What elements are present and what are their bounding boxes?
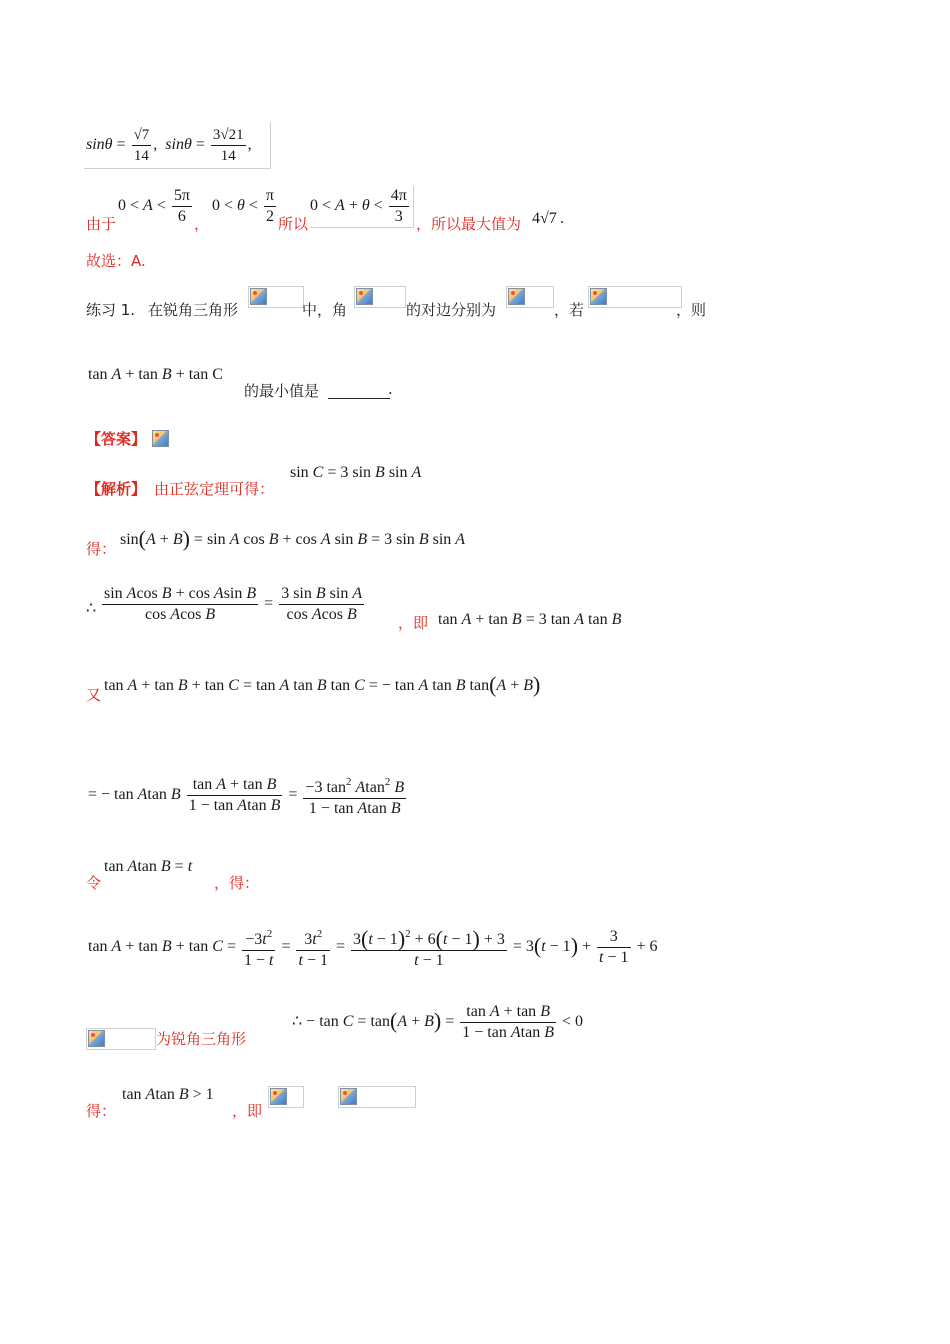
ji-text: ，即 bbox=[398, 614, 429, 632]
max-text: ，所以最大值为 bbox=[416, 215, 522, 233]
practice-text-2: 中，角 bbox=[302, 301, 348, 319]
practice-label: 练习 1. bbox=[86, 301, 136, 319]
inequality-A: 0 < A < $\frac{5\pi}{6}$ bbox=[118, 187, 190, 225]
fraction-equation: $\frac{\text{sin Acos B + cos Asin B}}{\text{cos Acos B}}$ = $\frac{\text{3 sin B sin A}}{\text{cos Acos B}}$ bbox=[104, 585, 363, 623]
broken-image-icon bbox=[590, 288, 607, 305]
broken-image-icon bbox=[508, 288, 525, 305]
tan-product-inequality: tan Atan B > 1 bbox=[122, 1086, 214, 1103]
min-question-line bbox=[88, 366, 408, 400]
de-label: 得： bbox=[86, 540, 117, 558]
analysis-label: 【解析】 bbox=[86, 480, 147, 498]
answer-line bbox=[86, 428, 169, 449]
min-text: 的最小值是 bbox=[244, 382, 320, 400]
final-line bbox=[86, 1086, 446, 1122]
therefore-sign: ∴ bbox=[86, 600, 97, 617]
sin-sum-equation: sin(A + B) = sin A cos B + cos A sin B = 3 sin B sin A bbox=[120, 526, 466, 551]
sin-sum-line bbox=[86, 526, 526, 558]
practice-text-4: ，若 bbox=[554, 301, 585, 319]
suoyi-text: 所以 bbox=[278, 215, 309, 233]
answer-label: 【答案】 bbox=[86, 430, 147, 448]
continued-equation: = − tan Atan B $\frac{\text{tan A + tan B}}{\text{1 − tan Atan B}}$ = $\frac{-3 \tan^2 Atan^2 B}{\text{1 − tan Atan B}}$ bbox=[88, 772, 408, 819]
practice-text-3: 的对边分别为 bbox=[406, 301, 497, 319]
analysis-line bbox=[86, 462, 486, 498]
broken-image-icon bbox=[356, 288, 373, 305]
answer-image-placeholder bbox=[151, 429, 169, 447]
t-equation: tan A + tan B + tan C = $\frac{-3t^2}{1 - t}$ = $\frac{3t^2}{t - 1}$ = $\frac{3(t - 1)^2 + 6(t - 1) + 3}{t - 1}$ = 3(t − 1) + $\frac{3}{t - 1}$ + 6 bbox=[88, 926, 658, 969]
max-period: . bbox=[560, 210, 564, 227]
ji2-label: ，即 bbox=[232, 1102, 263, 1120]
tanC-negative-equation: ∴ − tan C = tan(A + B) = $\frac{\text{tan A + tan B}}{\text{1 − tan Atan B}}$ < 0 bbox=[292, 1003, 583, 1041]
you-line bbox=[86, 672, 626, 706]
image-placeholder-3 bbox=[506, 286, 554, 308]
inequality-theta: 0 < θ < $\frac{\pi}{2}$ bbox=[212, 187, 274, 225]
de3-label: 得： bbox=[86, 1102, 117, 1120]
sinC-equation: sin C = 3 sin B sin A bbox=[290, 464, 422, 481]
ling-label: 令 bbox=[86, 874, 102, 892]
broken-image-icon bbox=[250, 288, 267, 305]
ling-line bbox=[86, 858, 286, 890]
answer-blank bbox=[328, 386, 390, 399]
de2-label: ，得： bbox=[214, 874, 260, 892]
tanC-equation: tan A + tan B + tan C = tan A tan B tan C = − tan A tan B tan(A + B) bbox=[104, 672, 541, 697]
image-placeholder-6 bbox=[268, 1086, 304, 1108]
youyu-prefix: 由于 bbox=[86, 215, 117, 233]
image-placeholder-2 bbox=[354, 286, 406, 308]
broken-image-icon bbox=[340, 1088, 357, 1105]
image-placeholder-5 bbox=[86, 1028, 156, 1050]
acute-line bbox=[86, 1002, 646, 1052]
inequality-sum: 0 < A + θ < $\frac{4\pi}{3}$ bbox=[310, 186, 414, 228]
broken-image-icon bbox=[88, 1030, 105, 1047]
broken-image-icon bbox=[152, 430, 169, 447]
max-value: 4√7 bbox=[532, 210, 557, 227]
image-placeholder-4 bbox=[588, 286, 682, 308]
broken-image-icon bbox=[270, 1088, 287, 1105]
guxuan-line: 故选：A. bbox=[86, 252, 146, 270]
t-definition: tan Atan B = t bbox=[104, 858, 193, 875]
practice-line bbox=[86, 296, 726, 324]
practice-text-1: 在锐角三角形 bbox=[148, 301, 239, 319]
sin-theta-box: sinθ = $\frac{√7}{14}$ , sinθ = $\frac{3√21}{14}$ , bbox=[84, 122, 271, 169]
analysis-text: 由正弦定理可得： bbox=[154, 480, 275, 498]
image-placeholder-1 bbox=[248, 286, 304, 308]
tan-sum-equation: tan A + tan B = 3 tan A tan B bbox=[438, 611, 622, 628]
tan-sum-expr: tan A + tan B + tan C bbox=[88, 366, 223, 383]
comma-1: ， bbox=[194, 215, 210, 233]
practice-text-5: ，则 bbox=[676, 301, 707, 319]
acute-text: 为锐角三角形 bbox=[156, 1030, 247, 1048]
min-period: . bbox=[388, 380, 393, 398]
you-label: 又 bbox=[86, 686, 102, 704]
image-placeholder-7 bbox=[338, 1086, 416, 1108]
therefore-line bbox=[86, 584, 666, 636]
